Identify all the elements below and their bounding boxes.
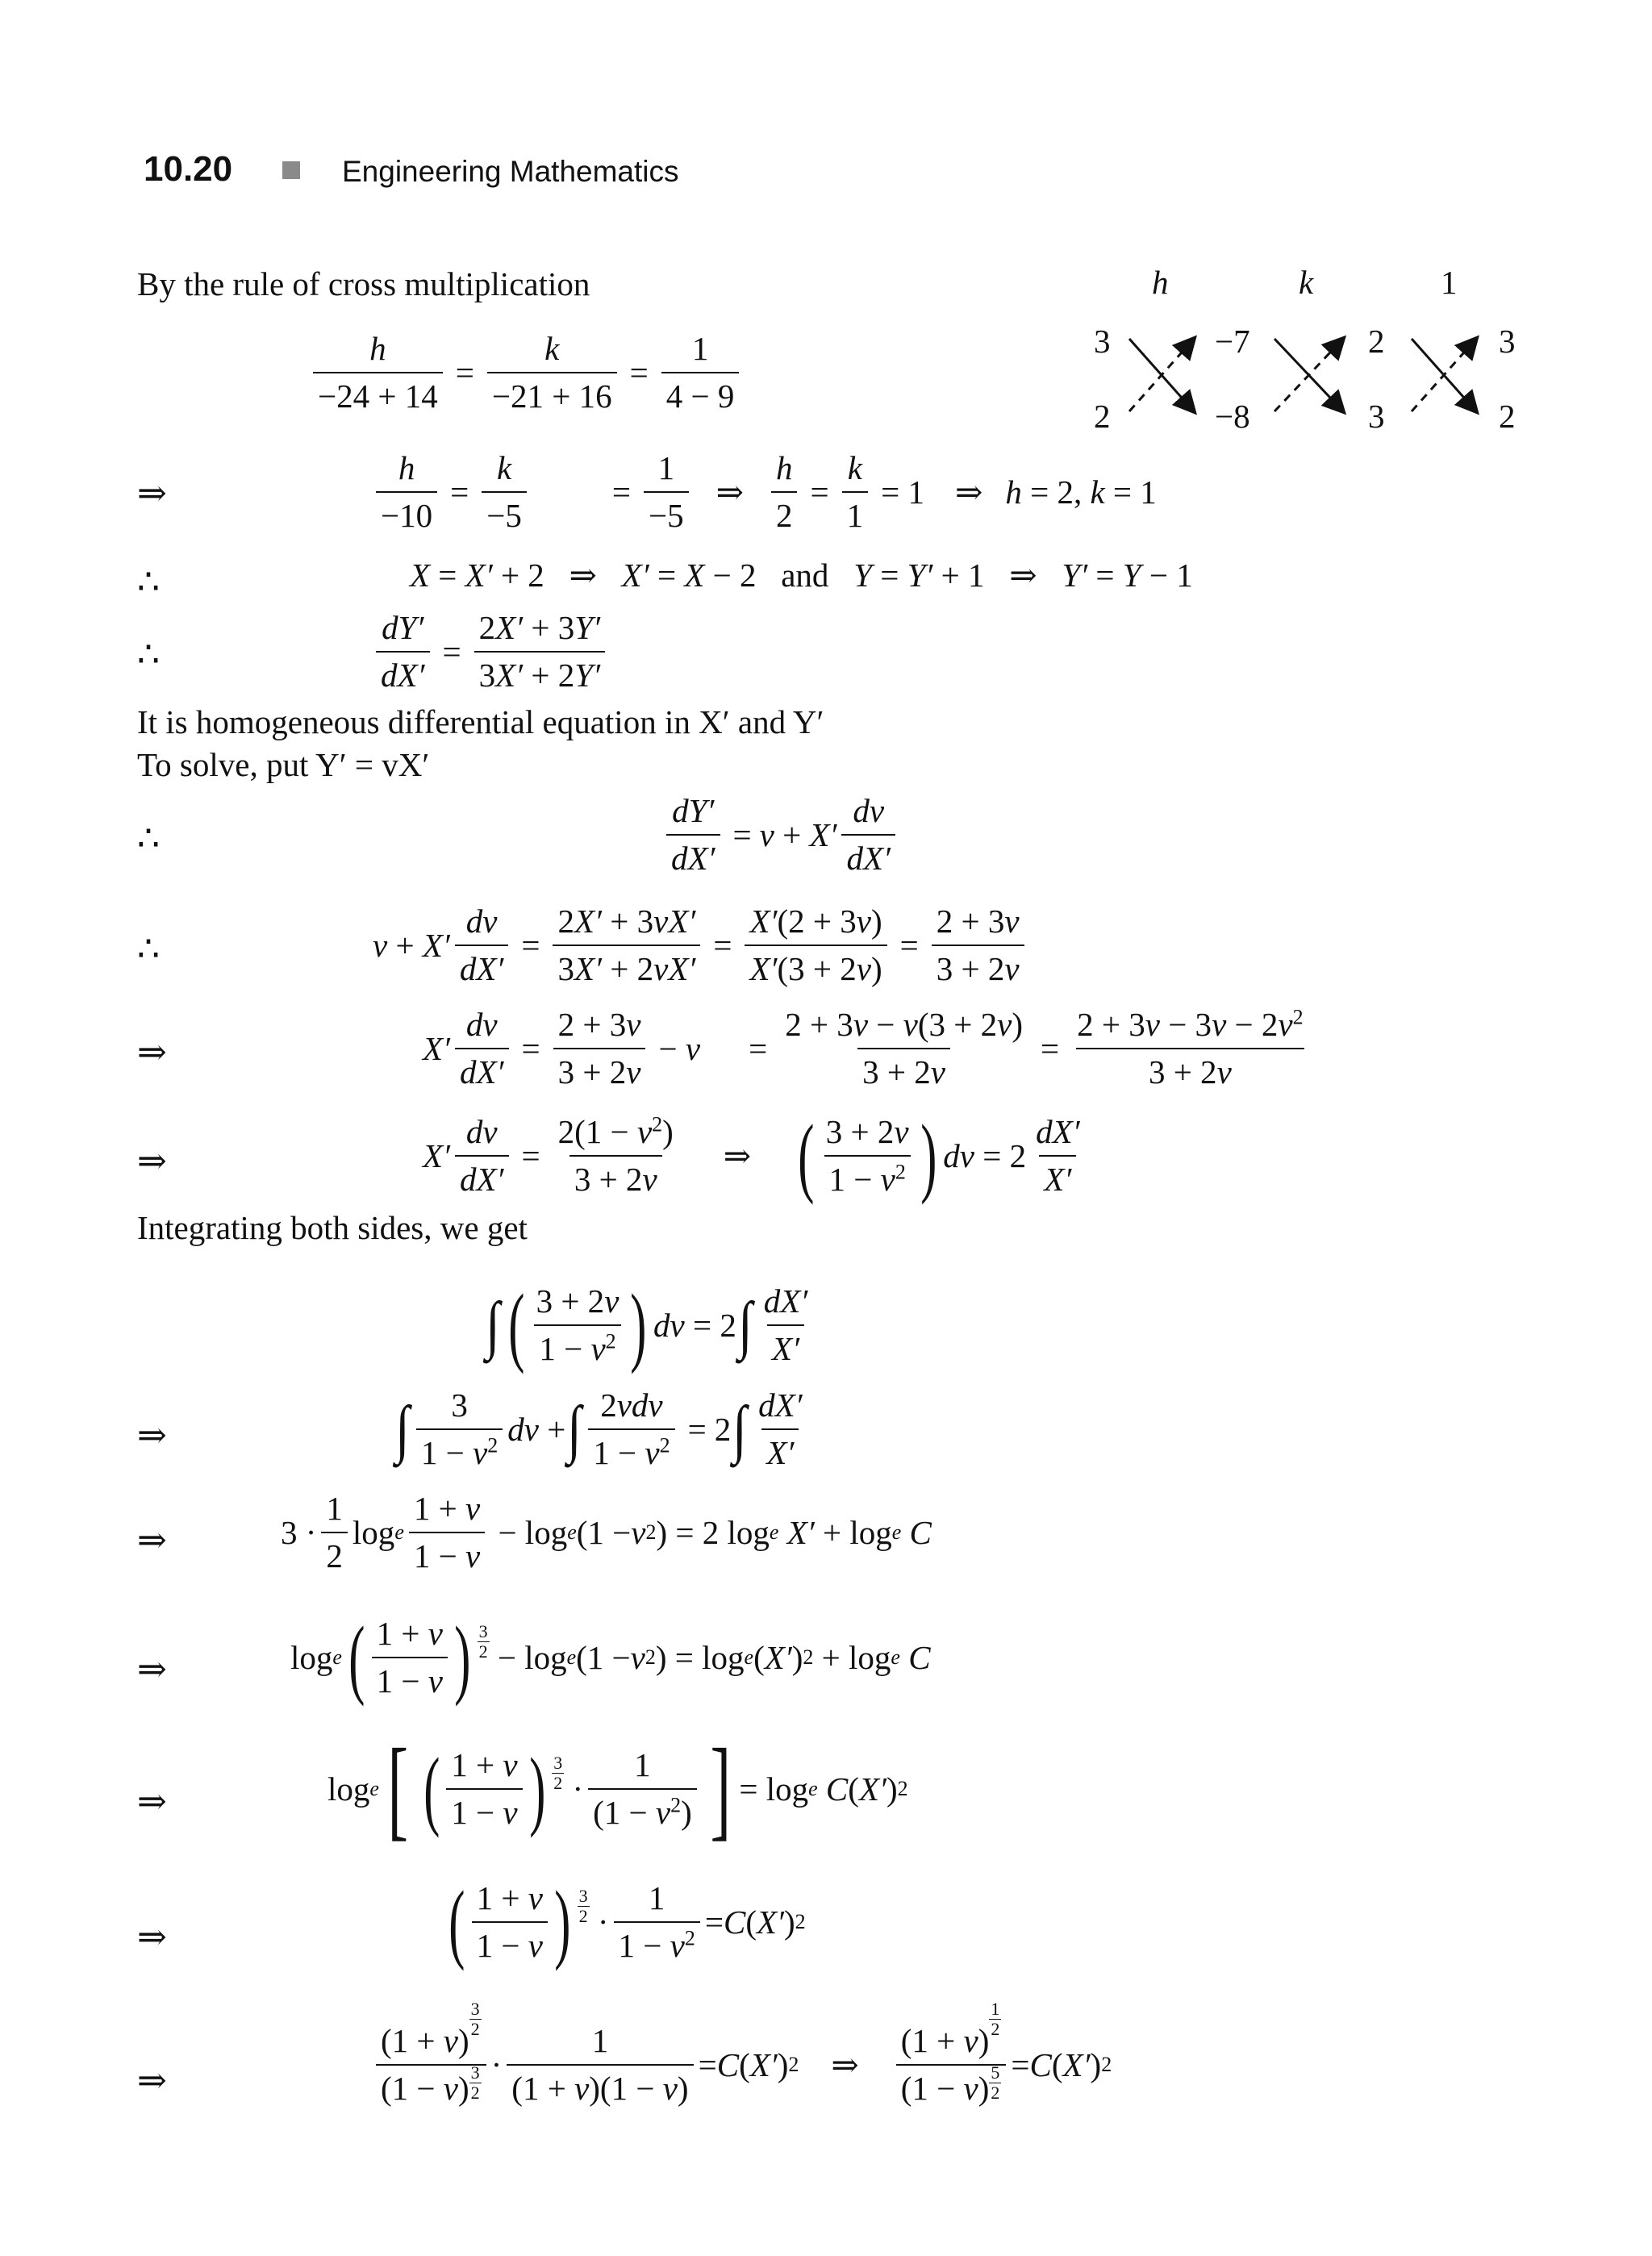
book-title: Engineering Mathematics: [342, 155, 679, 188]
cross-col-k: k: [1299, 264, 1314, 301]
cross-top-3: 2: [1368, 323, 1385, 360]
cross-bottom-2: −8: [1215, 398, 1250, 435]
cross-bottom-3: 3: [1368, 398, 1385, 435]
implies-symbol: ⇒: [137, 2061, 167, 2100]
implies-symbol: ⇒: [137, 1649, 167, 1689]
cross-top-2: −7: [1215, 323, 1250, 360]
equation-transformed-de: $\frac{dY'}{dX'}$ = $\frac{2X' + 3Y'}{3X' + 2Y'}$: [371, 611, 610, 692]
equation-dy-dx-substitution: $\frac{dY'}{dX'}$ = v + X′ $\frac{dv}{dX'}$: [661, 794, 900, 875]
equation-log-combined: log e [ ( $\frac{1 + v}{1 - v}$ ) $\frac{3}{2}$ · $\frac{1}{(1 - v^2)}$ ] = log e C ( X′ ) 2: [327, 1726, 908, 1851]
equation-split-integral: ∫ $\frac{3}{1 - v^2}$ dv + ∫ $\frac{\text{2vdv}}{1 - v^2}$ = 2 ∫ $\frac{dX'}{X'}$: [395, 1387, 803, 1471]
cross-bottom-4: 2: [1499, 398, 1516, 435]
and-word: and: [781, 557, 829, 594]
implies-symbol: ⇒: [137, 1917, 167, 1957]
homogeneous-text: It is homogeneous differential equation in X′ and Y′: [137, 703, 824, 740]
equation-exponentiated: ( $\frac{1 + v}{1 - v}$ ) $\frac{3}{2}$ · $\frac{1}{1 - v^2}$ = C ( X′ ) 2: [448, 1873, 806, 1971]
integrating-text: Integrating both sides, we get: [137, 1209, 528, 1246]
cross-top-1: 3: [1094, 323, 1111, 360]
cross-col-h: h: [1152, 264, 1169, 301]
equation-h-k-values: $\frac{h}{-10}$ = $\frac{k}{-5}$ = $\frac{1}{-5}$ ⇒ $\frac{h}{2}$ = $\frac{k}{1}$ = 1 ⇒ h = 2, k = 1: [371, 452, 1157, 532]
implies-symbol: ⇒: [137, 1782, 167, 1821]
equation-logs: 3 · $\frac{1}{2}$ log e $\frac{1 + v}{1 - v}$ − log e (1 − v 2 ) = 2 log e X′ + log e C: [281, 1490, 932, 1574]
equation-substitution: X = X′ + 2 ⇒ X′ = X − 2 and Y = Y′ + 1 ⇒ Y′ = Y − 1: [410, 557, 1193, 594]
equation-separate-variables: X′ $\frac{dv}{dX'}$ = $\frac{2 + 3v}{3 + 2v}$ − v = $\frac{2 + 3v - v(3 + 2v)}{3 + 2v}$ = $\frac{2 + 3v - 3v - 2v^2}{3 + 2v}$: [423, 1005, 1304, 1090]
implies-symbol: ⇒: [137, 1141, 167, 1181]
implies-symbol: ⇒: [137, 473, 167, 513]
page-number: 10.20: [144, 149, 233, 189]
implies-symbol: ⇒: [137, 1032, 167, 1072]
equation-v-substituted: v + X′ $\frac{dv}{dX'}$ = $\frac{2X' + 3vX'}{3X' + 2vX'}$ = $\frac{X'(2 + 3v)}{X'(3 + 2v)}$ = $\frac{2 + 3v}{3 + 2v}$: [373, 905, 1029, 986]
equation-log-power: log e ( $\frac{1 + v}{1 - v}$ ) $\frac{3}{2}$ − log e (1 − v 2 ) = log e ( X′ ) 2 + log e C: [290, 1608, 931, 1707]
therefore-symbol: ∴: [137, 929, 160, 969]
implies-symbol: ⇒: [137, 1520, 167, 1560]
equation-integral: ∫ ( $\frac{3 + 2v}{1 - v^2}$ ) dv = 2 ∫ $\frac{dX'}{X'}$: [486, 1276, 808, 1374]
square-bullet-icon: [282, 161, 300, 179]
therefore-symbol: ∴: [137, 635, 160, 674]
equation-separated: X′ $\frac{dv}{dX'}$ = $\frac{2(1 - v^2)}{3 + 2v}$ ⇒ ( $\frac{3 + 2v}{1 - v^2}$ ) dv = 2 $\frac{dX'}{X'}$: [423, 1107, 1080, 1205]
cross-multiplication-intro: By the rule of cross multiplication: [137, 265, 590, 302]
to-solve-text: To solve, put Y′ = vX′: [137, 746, 430, 783]
equation-final: (1 + v) $\frac{3}{2}$ (1 − v) $\frac{3}{2}$ · $\frac{1}{(1 + v)(1 - v)}$ = C ( X′ ) 2 ⇒ (1 + v) $\frac{1}{2}$ (1 − v) $\frac{5}{2}$ = C ( X′ ) 2: [371, 2025, 1112, 2105]
cross-bottom-1: 2: [1094, 398, 1111, 435]
implies-symbol: ⇒: [137, 1416, 167, 1455]
cross-top-4: 3: [1499, 323, 1516, 360]
therefore-symbol: ∴: [137, 819, 160, 858]
cross-col-1: 1: [1441, 264, 1458, 301]
therefore-symbol: ∴: [137, 562, 160, 602]
equation-cross-ratio: $\frac{h}{-24 + 14}$ = $\frac{k}{-21 + 16}$ = $\frac{1}{4 - 9}$: [308, 332, 744, 413]
cross-arrows: [1113, 323, 1516, 444]
